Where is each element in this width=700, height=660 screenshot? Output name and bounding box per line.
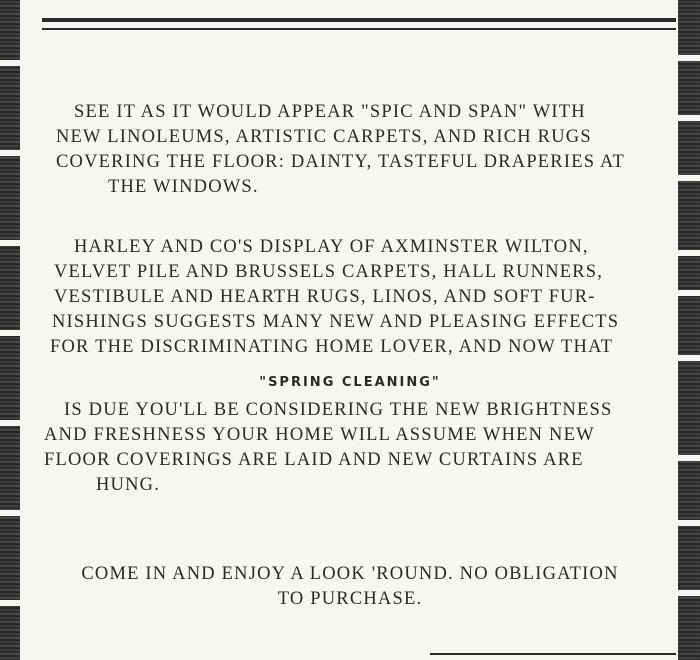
top-thin-rule	[42, 28, 676, 30]
paragraph-intro	[40, 100, 660, 200]
text-line: TO PURCHASE.	[277, 589, 423, 609]
text-line: FOR THE DISCRIMINATING HOME LOVER, AND NOW THAT	[50, 337, 614, 357]
text-line: NEW LINOLEUMS, ARTISTIC CARPETS, AND RICH RUGS	[56, 127, 592, 147]
text-line: VESTIBULE AND HEARTH RUGS, LINOS, AND SOFT FUR-	[54, 287, 596, 307]
text-line: FLOOR COVERINGS ARE LAID AND NEW CURTAINS ARE	[44, 450, 584, 470]
left-page-border	[0, 0, 20, 660]
top-thick-rule	[42, 18, 676, 22]
text-line: IS DUE YOU'LL BE CONSIDERING THE NEW BRIGHTNESS	[64, 400, 613, 420]
text-line: COME IN AND ENJOY A LOOK 'ROUND. NO OBLIGATION	[81, 564, 619, 584]
text-line: AND FRESHNESS YOUR HOME WILL ASSUME WHEN NEW	[44, 425, 595, 445]
paragraph-brightness	[40, 398, 660, 498]
paragraph-invitation	[40, 562, 660, 612]
text-line: HARLEY AND CO'S DISPLAY OF AXMINSTER WILTON,	[74, 237, 589, 257]
paragraph-display	[40, 235, 660, 360]
bottom-rule	[430, 653, 676, 655]
text-line: COVERING THE FLOOR: DAINTY, TASTEFUL DRAPERIES AT	[56, 152, 626, 172]
spring-cleaning-heading: "SPRING CLEANING"	[259, 375, 441, 390]
text-line: NISHINGS SUGGESTS MANY NEW AND PLEASING EFFECTS	[52, 312, 620, 332]
text-line: HUNG.	[96, 475, 161, 495]
text-line: VELVET PILE AND BRUSSELS CARPETS, HALL RUNNERS,	[54, 262, 604, 282]
text-line: SEE IT AS IT WOULD APPEAR "SPIC AND SPAN" WITH	[74, 102, 586, 122]
text-line: THE WINDOWS.	[108, 177, 259, 197]
right-page-border	[678, 0, 700, 660]
